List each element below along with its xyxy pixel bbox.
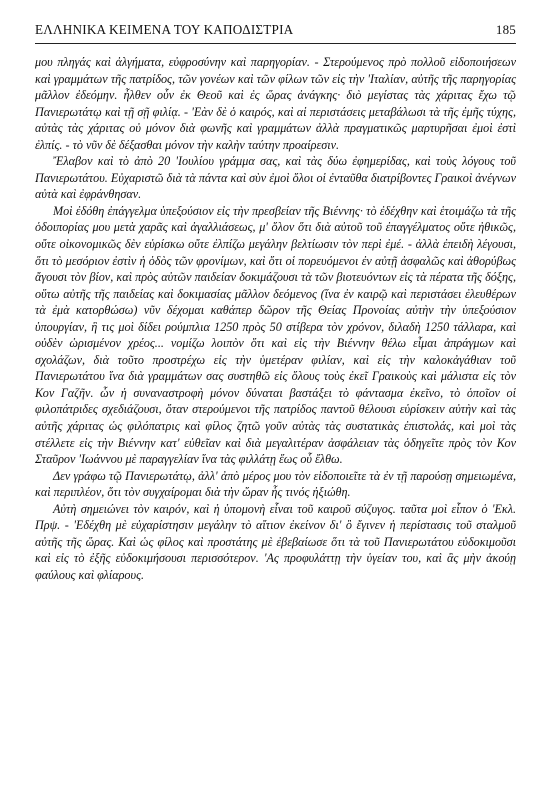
running-header bbox=[35, 22, 516, 44]
paragraph-continuation: μου πληγάς καὶ ἀλγήματα, εὐφροσύνην καὶ παρηγορίαν. - Στερούμενος πρὸ πολλοῦ εἰδοποιήσεων καὶ γραμμάτων τῆς πατρίδος, τῶν γονέων καὶ τῶν φίλων τῶν εἰς τὴν 'Ιταλίαν, αὐτῆς τῆς παρηγορίας μᾶλλον ἐδεόμην. ἦλθεν οὖν ἐκ Θεοῦ καὶ ἐς ὥρας ἀνάγκης· διὸ μεγίστας τὰς χάριτας ἔχω τῷ Πανιερωτάτῳ καὶ τῇ σῇ φιλίᾳ. - 'Εὰν δὲ ὁ καιρός, καὶ αἱ περιστάσεις μεταβάλωσι τὰ τῆς ἐμῆς τύχης, αὐτὰς τὰς χάριτας οὐ μόνον διὰ φωνῆς καὶ γραμμάτων ἀλλὰ πραγματικῶς μαρτυρῆσαι ἐμοὶ ἐστὶ ἐλπίς. - τὸ νῦν δὲ δέξασθαι μόνον τὴν καλὴν ταύτην προαίρεσιν. bbox=[35, 55, 516, 152]
paragraph: Ἔλαβον καὶ τὸ ἀπὸ 20 'Ιουλίου γράμμα σας, καὶ τὰς δύω ἐφημερίδας, καὶ τοὺς λόγους τοῦ Πανιερωτάτου. Εὐχαριστῶ διὰ τὰ πάντα καὶ σὺν ἐμοὶ ὅλοι οἱ ἐνταῦθα διατρίβοντες Γραικοὶ ἀνέγνων αὐτὰ καὶ ἐφράνθησαν. bbox=[35, 154, 516, 202]
page-number: 185 bbox=[495, 22, 516, 37]
paragraph: Μοὶ ἐδόθη ἐπάγγελμα ὑπεξούσιον εἰς τὴν πρεσβείαν τῆς Βιέννης· τὸ ἐδέχθην καὶ ἑτοιμάζω τὰ τῆς ὁδοιπορίας μου μετὰ χαρᾶς καὶ ἀγαλλιάσεως, μ' ὅλον ὅτι διὰ αὐτοῦ τοῦ ἐπαγγέλματος οὔτε ἠθικῶς, οὔτε οἰκονομικῶς δὲν εὑρίσκω οὔτε ἐλπίζω μεγάλην βελτίωσιν τὸν περὶ ἐμέ. - ἀλλὰ ἐπειδὴ λέγουσι, ὅτι τὸ μεσόριον ἐστὶν ἡ ὁδὸς τῶν φρονίμων, καὶ ὅτι οἱ πορευόμενοι ἐν αὐτῇ ἀσφαλῶς καὶ ἀθορύβως ἄγουσι τὸν βίον, καὶ πρὸς αὐτῶν παιδείαν δοκιμάζουσι τὰ τῶν βιοτευόντων εἰς τὰ πέρατα τῆς δόξης, οὕτω αὐτῆς τῆς παιδείας καὶ δοκιμασίας μᾶλλον δεόμενος (ἵνα ἐν καιρῷ καὶ περιστάσει ἐλευθέρων τὰ ἐμὰ κατορθώσω) νῦν δέχομαι καθάπερ δῶρον τῆς Θείας Προνοίας αὐτὴν τὴν ὑπεξούσιον ὑπουργίαν, ἣ τις μοὶ δίδει ρούμπλια 1250 πρὸς 50 στίβερα τὸν χρόνον, διλαδὴ 1250 τάλλαρα, καὶ οὐδὲν ὡρισμένον χρέος... νομίζω λοιπὸν ὅτι καὶ εἰς τὴν Βιέννην θέλω εἶμαι ἀπράγμων καὶ σχολάζων, διὰ τοῦτο προστρέχω εἰς τὴν ὑμετέραν φιλίαν, καὶ εἰς τὴν καλοκἀγάθιαν τοῦ Πανιερωτάτου ἵνα διὰ γραμμάτων σας συστηθῶ εἰς ὅλους τοὺς ἐκεῖ Γραικοὺς καὶ μάλιστα εἰς τὸν Κον Γαζῆν. ὧν ἡ συναναστροφὴ μόνον δύναται βαστάξει τὸ φάντασμα ἐκεῖνο, τὸ ὁποῖον οἱ φιλοπάτριδες σχεδιάζουσι, ὅταν στερούμενοι τῆς πατρίδος παντοῦ θέλουσι εὑρίσκειν αὐτὴν καὶ τὰς αὐτῆς χάριτας ὡς φιλόπατρις καὶ φίλος ζητῶ γοῦν αὐτὰς τὰς συστατικὰς ἐπιστολάς, καὶ μοὶ τὰς στέλλετε εἰς τὴν Βιέννην κατ' εὐθεῖαν καὶ διὰ μεγαλιτέραν ἀσφάλειαν τὰς ὁδηγεῖτε πρὸς τὸν Κον Σταῦρον 'Ιωάννου μὲ παραγγελίαν ἵνα τὰς φιλλάτῃ ἕως οὗ ἔλθω. bbox=[35, 203, 516, 467]
paragraph: Αὐτὴ σημειώνει τὸν καιρόν, καὶ ἡ ὑπομονὴ εἶναι τοῦ καιροῦ σύζυγος. ταῦτα μοὶ εἶπον ὁ 'Εκλ. Πρψ. - 'Εδέχθη μὲ εὐχαρίστησιν μεγάλην τὸ αἴτιον ἐκείνον δι' ὃ ἔγινεν ἡ περίστασις τοῦ σταλμοῦ αὐτῆς τῆς ὥρας. Καὶ ὡς φίλος καὶ προστάτης μὲ ἐβεβαίωσε ὅτι τὰ τοῦ Πανιερωτάτου εὐδοκιμοῦσι καὶ εἰς τὸ ἐξῆς εὐδοκιμήσουσι περισσότερον. 'Ας προφυλάττῃ τὴν ὑγείαν του, καὶ ἂς μὴν ἀκούῃ φαύλους καὶ φλίαρους. bbox=[35, 501, 516, 582]
running-title: ΕΛΛΗΝΙΚΑ ΚΕΙΜΕΝΑ ΤΟΥ ΚΑΠΟΔΙΣΤΡΙΑ bbox=[35, 22, 294, 37]
body-text bbox=[35, 54, 516, 584]
paragraph: Δεν γράφω τῷ Πανιερωτάτῳ, ἀλλ' ἀπὸ μέρος μου τὸν εἰδοποιεῖτε τὰ ἐν τῇ παρούσῃ σημειωμένα, καὶ περιπλέον, ὅτι τὸν συγχαίρομαι διὰ τὴν ὥραν ἧς τινός ἠξιώθη. bbox=[35, 468, 516, 500]
